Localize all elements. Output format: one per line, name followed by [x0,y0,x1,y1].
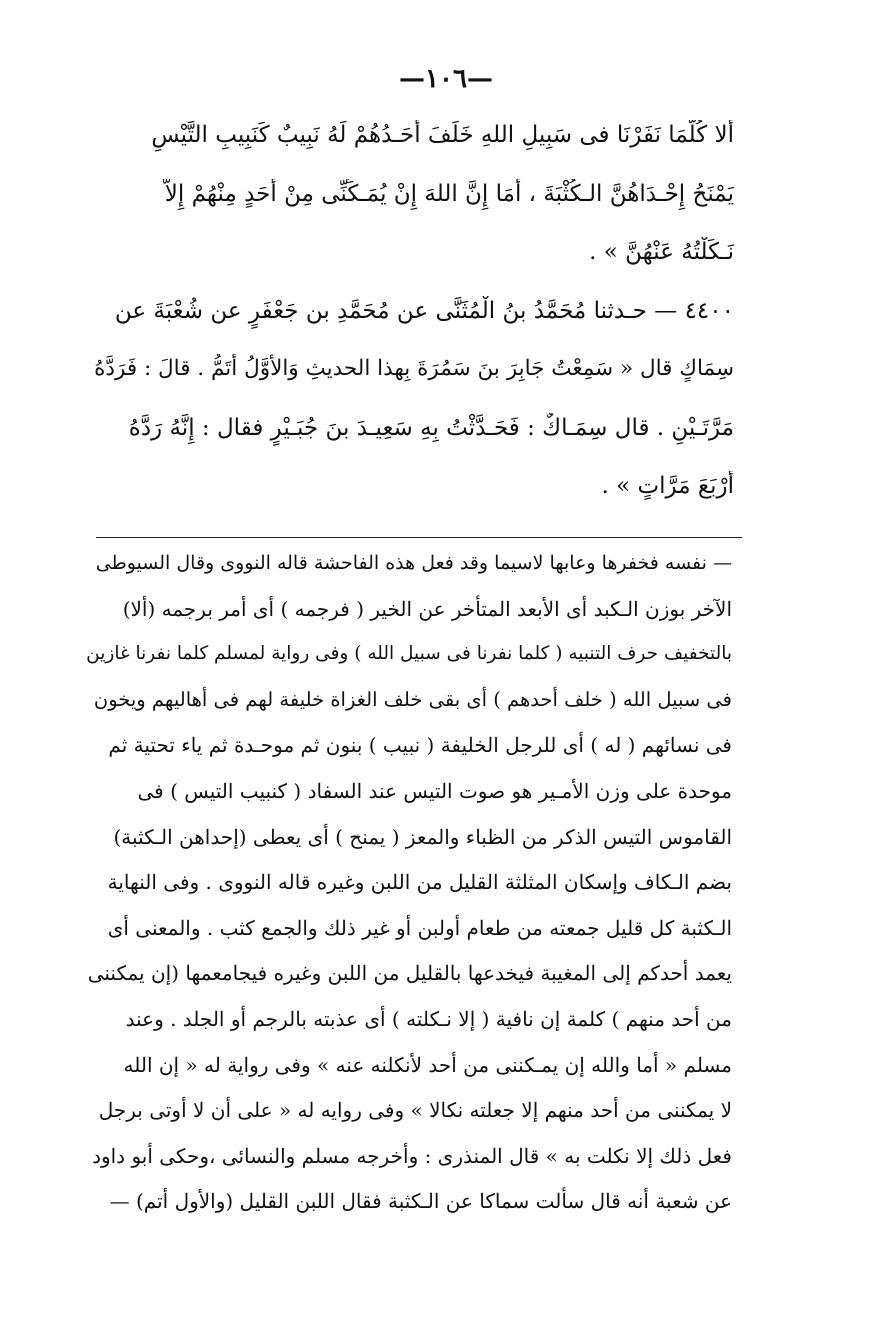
footnote-line: فعل ذلك إلا نكلت به » قال المنذرى : وأخرجه مسلم والنسائى ،وحكى أبو داود [92,1143,732,1168]
commentary-footnote [80,548,732,1232]
page-number: —١٠٦— [399,64,493,94]
footnote-line: مسلم « أما والله إن يمـكننى من أحد لأنكلنه عنه » وفى رواية له « إن الله [123,1052,732,1077]
footnote-line: يعمد أحدكم إلى المغيبة فيخدعها بالقليل من اللبن وغيره فيجامعمها (إن يمكننى [87,961,732,986]
footnote-line: لا يمكننى من أحد منهم إلا جعلته نكالا » وفى روايه له « على أن لا أوتى برجل [98,1098,732,1123]
footnote-line: الآخر بوزن الـكبد أى الأبعد المتأخر عن الخير ( فرجمه ) أى أمر برجمه (ألا) [122,596,732,621]
footnote-line: فى سبيل الله ( خلف أحدهم ) أى بقى خلف الغزاة خليفة لهم فى أهاليهم ويخون [93,687,732,711]
text-line: نَـكَلْتُهُ عَنْهُنَّ » . [589,239,734,265]
footnote-line: بالتخفيف حرف التنبيه ( كلما نفرنا فى سبيل الله ) وفى رواية لمسلم كلما نفرنا غازين [86,643,732,665]
footnote-line: عن شعبة أنه قال سألت سماكا عن الـكثبة فقال اللبن القليل (والأول أتم) — [109,1189,732,1214]
footnote-line: من أحد منهم ) كلمة إن نافية ( إلا نـكلته ) أى عذبته بالرجم أو الجلد . وعند [125,1006,732,1031]
text-line: ألا كُلَّمَا نَفَرْنَا فى سَبِيلِ اللهِ خَلَفَ أَحَـدُهُمْ لَهُ نَبِيبٌ كَنَبِيبِ التَّيْسِ [151,122,734,148]
footnote-line: موحدة على وزن الأمـير هو صوت التيس عند السفاد ( كنبيب التيس ) فى [137,778,732,803]
footnote-line: بضم الـكاف وإسكان المثلثة القليل من اللبن وغيره قاله النووى . وفى النهاية [107,870,732,895]
footnote-line: فى نسائهم ( له ) أى للرجل الخليفة ( نبيب ) بنون ثم موحـدة ثم ياء تحتية ثم [108,733,732,758]
text-line: مَرَّتَـيْنِ . قال سِمَـاكٌ : فَحَـدَّثْتُ بِهِ سَعِيـدَ بنَ جُبَـيْرٍ فقال : إِنَّهُ رَدَّهُ [128,414,734,441]
text-line: يَمْنَحُ إِحْـدَاهُنَّ الـكُثْبَةَ ، أَمَا إِنَّ اللهَ إِنْ يُمَـكِّنِّى مِنْ أَحَدٍ مِنْهُمْ إِلاَّ [164,180,734,207]
footnote-line: القاموس التيس الذكر من الظباء والمعز ( يمنح ) أى يعطى (إحداهن الـكثبة) [113,824,732,849]
footnote-line: — نفسه فخفرها وعابها لاسيما وقد فعل هذه الفاحشة قاله النووى وقال السيوطى [95,552,732,574]
text-line: ٤٤٠٠ — حـدثنا مُحَمَّدُ بنُ الْمُثَنَّى عن مُحَمَّدِ بن جَعْفَرٍ عن شُعْبَةَ عن [114,297,734,324]
hadith-text [84,120,734,530]
text-line: أَرْبَعَ مَرَّاتٍ » . [601,473,734,499]
text-line: سِمَاكٍ قال « سَمِعْتُ جَابِرَ بنَ سَمُرَةَ بِهذا الحديثِ وَالأَوَّلُ أَتَمُّ . قالَ : فَرَدَّهُ [94,356,734,381]
footnote-line: الـكثبة كل قليل جمعته من طعام أولبن أو غير ذلك والجمع كثب . والمعنى أى [107,915,732,940]
footnote-divider [96,537,742,538]
